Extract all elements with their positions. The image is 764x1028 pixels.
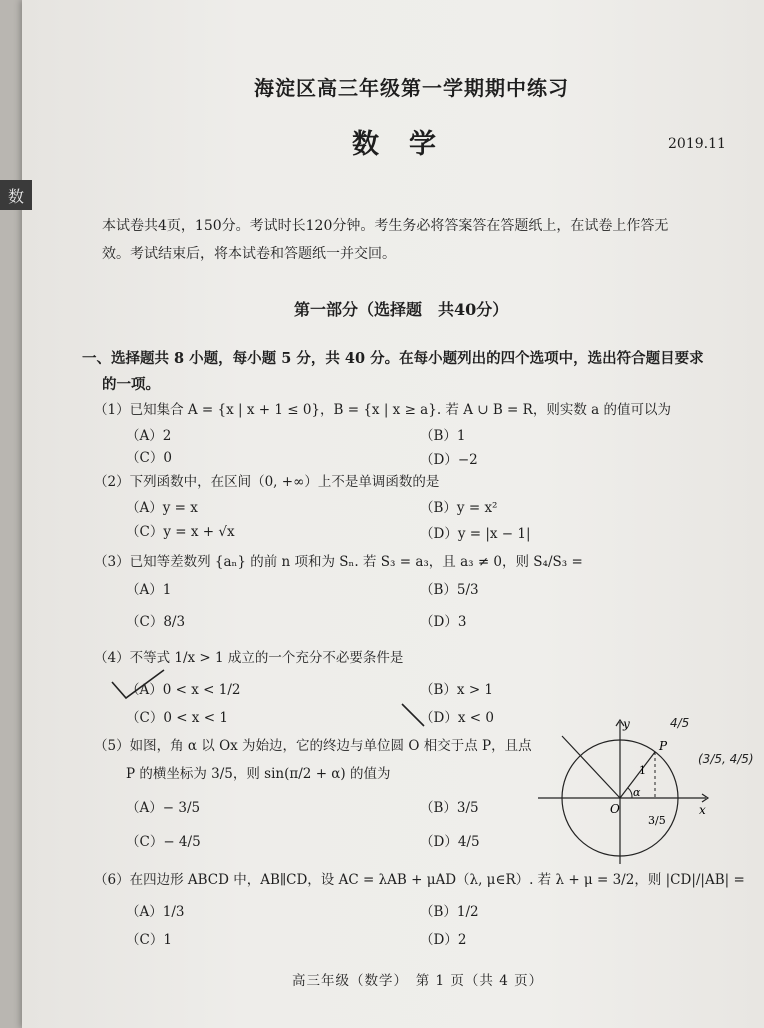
question-4-stem: （4）不等式 1/x > 1 成立的一个充分不必要条件是 <box>94 650 404 666</box>
figure-x-label: x <box>699 803 706 817</box>
question-4-option-b: （B）x > 1 <box>420 682 494 698</box>
figure-angle-label: α <box>633 786 641 799</box>
exam-date: 2019.11 <box>668 136 726 152</box>
figure-point-label: P <box>659 739 668 753</box>
question-3-option-d: （D）3 <box>420 614 467 630</box>
figure-unit-label: 1 <box>639 764 646 777</box>
instructions-line-1: 一、选择题共 8 小题，每小题 5 分，共 40 分。在每小题列出的四个选项中，选出符合题目要求 <box>82 350 704 367</box>
question-2-option-a: （A）y = x <box>126 500 198 516</box>
question-6-option-a: （A）1/3 <box>126 904 185 920</box>
question-5-option-b: （B）3/5 <box>420 800 479 816</box>
instructions-line-2: 的一项。 <box>102 376 160 393</box>
question-2-option-d: （D）y = |x − 1| <box>420 526 531 542</box>
question-1-option-b: （B）1 <box>420 428 466 444</box>
checkmark-a-icon <box>108 668 168 702</box>
question-5-option-d: （D）4/5 <box>420 834 480 850</box>
question-4-option-d: （D）x < 0 <box>420 710 494 726</box>
mark-d-icon <box>398 700 428 730</box>
question-5-option-a: （A）− 3/5 <box>126 800 201 816</box>
question-2-option-c: （C）y = x + √x <box>126 524 235 540</box>
figure-y-label: y <box>623 717 630 731</box>
intro-line-2: 效。考试结束后，将本试卷和答题纸一并交回。 <box>102 246 396 262</box>
handwritten-note-top: 4/5 <box>670 716 690 730</box>
figure-proj-label: 3/5 <box>648 814 666 827</box>
question-4-option-c: （C）0 < x < 1 <box>126 710 228 726</box>
question-3-option-c: （C）8/3 <box>126 614 186 630</box>
question-5-option-c: （C）− 4/5 <box>126 834 201 850</box>
figure-origin-label: O <box>610 802 620 816</box>
question-6-option-b: （B）1/2 <box>420 904 479 920</box>
question-6-stem: （6）在四边形 ABCD 中，AB∥CD，设 AC = λAB + μAD（λ, μ∈R）. 若 λ + μ = 3/2，则 |CD|/|AB| = <box>94 872 745 888</box>
question-1-option-a: （A）2 <box>126 428 172 444</box>
question-6-option-c: （C）1 <box>126 932 172 948</box>
question-1-option-d: （D）−2 <box>420 452 478 468</box>
question-1-stem: （1）已知集合 A = {x | x + 1 ≤ 0}，B = {x | x ≥ a}. 若 A ∪ B = R，则实数 a 的值可以为 <box>94 402 671 418</box>
subject-title: 数学 <box>352 129 466 160</box>
question-2-option-b: （B）y = x² <box>420 500 498 516</box>
question-3-option-b: （B）5/3 <box>420 582 479 598</box>
question-4-option-a: （A）0 < x < 1/2 <box>126 682 241 698</box>
question-3-stem: （3）已知等差数列 {aₙ} 的前 n 项和为 Sₙ. 若 S₃ = a₃，且 a₃ ≠ 0，则 S₄/S₃ = <box>94 554 583 570</box>
question-5-stem-line-1: （5）如图，角 α 以 Ox 为始边，它的终边与单位圆 O 相交于点 P，且点 <box>94 738 532 754</box>
unit-circle-figure <box>536 716 712 866</box>
page-footer: 高三年级（数学） 第 1 页（共 4 页） <box>292 973 544 989</box>
question-3-option-a: （A）1 <box>126 582 172 598</box>
question-1-option-c: （C）0 <box>126 450 172 466</box>
question-2-stem: （2）下列函数中，在区间（0, +∞）上不是单调函数的是 <box>94 474 440 490</box>
question-6-option-d: （D）2 <box>420 932 467 948</box>
section-title: 第一部分（选择题 共40分） <box>294 300 509 319</box>
handwritten-point-note: (3/5, 4/5) <box>698 752 754 766</box>
intro-line-1: 本试卷共4页，150分。考试时长120分钟。考生务必将答案答在答题纸上，在试卷上作答无 <box>102 218 669 234</box>
exam-title: 海淀区高三年级第一学期期中练习 <box>254 76 569 100</box>
side-tab-label: 数 <box>0 180 32 210</box>
question-5-stem-line-2: P 的横坐标为 3/5，则 sin(π/2 + α) 的值为 <box>126 766 391 782</box>
exam-paper <box>22 0 764 1028</box>
